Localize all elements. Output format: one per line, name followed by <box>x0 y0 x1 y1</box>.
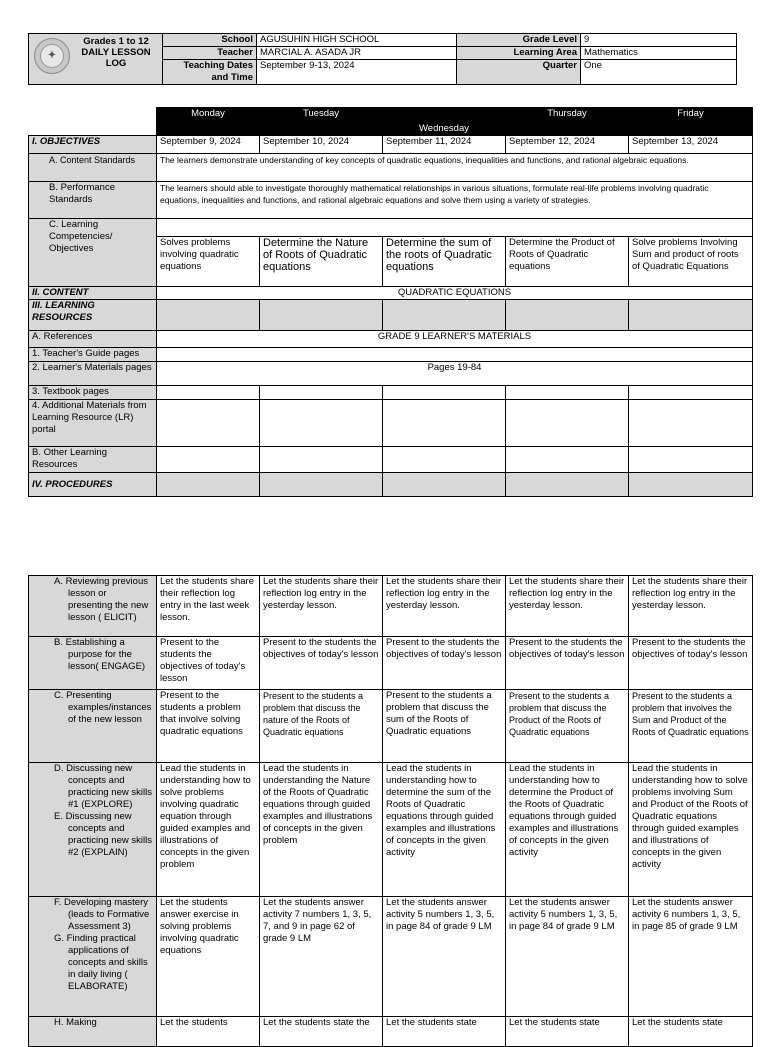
day-thursday: Thursday <box>506 108 629 136</box>
competency-thursday: Determine the Product of Roots of Quadratic equations <box>506 237 629 287</box>
procedures-cell <box>629 473 753 497</box>
procedure-label-text: H. Making <box>54 1017 97 1028</box>
procedure-cell: Let the students share their reflection log entry in the yesterday lesson. <box>629 576 753 637</box>
procedure-cell: Let the students answer activity 7 numbers 1, 3, 5, 7, and 9 in page 62 of grade 9 LM <box>260 897 383 1017</box>
additional-cell <box>383 400 506 447</box>
procedure-label-text: F. Developing mastery (leads to Formative Assessment 3) <box>54 897 150 932</box>
procedures-title: IV. PROCEDURES <box>29 473 157 497</box>
procedure-cell: Let the students share their reflection log entry in the yesterday lesson. <box>506 576 629 637</box>
procedure-label-a <box>29 576 157 637</box>
performance-standards-label: B. Performance Standards <box>29 182 157 219</box>
procedure-cell: Let the students answer activity 6 numbers 1, 3, 5, in page 85 of grade 9 LM <box>629 897 753 1017</box>
learning-area-label: Learning Area <box>457 47 581 60</box>
date-tuesday: September 10, 2024 <box>260 136 383 154</box>
procedures-table <box>28 575 753 1047</box>
procedure-cell: Let the students state <box>383 1017 506 1047</box>
references-value: GRADE 9 LEARNER'S MATERIALS <box>157 331 753 348</box>
day-monday: Monday <box>157 108 260 136</box>
references-label: A. References <box>29 331 157 348</box>
lm-pages-label: 2. Learner's Materials pages <box>29 362 157 386</box>
resources-cell <box>157 300 260 331</box>
tg-pages-value <box>157 348 753 362</box>
resources-cell <box>260 300 383 331</box>
procedures-cell <box>383 473 506 497</box>
procedure-cell: Let the students share their reflection log entry in the last week lesson. <box>157 576 260 637</box>
competencies-label: C. Learning Competencies/ Objectives <box>29 219 157 287</box>
date-thursday: September 12, 2024 <box>506 136 629 154</box>
corner-blank <box>29 108 157 136</box>
competency-friday: Solve problems Involving Sum and product of roots of Quadratic Equations <box>629 237 753 287</box>
quarter-value: One <box>581 60 737 85</box>
procedure-cell: Let the students share their reflection log entry in the yesterday lesson. <box>260 576 383 637</box>
procedure-label-text: G. Finding practical applications of concepts and skills in daily living ( ELABORATE) <box>54 933 148 992</box>
procedure-cell: Present to the students the objectives of today's lesson <box>260 637 383 690</box>
date-friday: September 13, 2024 <box>629 136 753 154</box>
other-cell <box>629 447 753 473</box>
procedure-label-h <box>29 1017 157 1047</box>
procedure-cell: Present to the students the objectives of today's lesson <box>629 637 753 690</box>
content-standards-text: The learners demonstrate understanding of key concepts of quadratic equations, inequalities and functions, and rational algebraic equations. <box>157 154 753 182</box>
quarter-label: Quarter <box>457 60 581 85</box>
procedure-label-b <box>29 637 157 690</box>
additional-cell <box>506 400 629 447</box>
procedures-cell <box>506 473 629 497</box>
procedure-label-text: D. Discussing new concepts and practicing new skills #1 (EXPLORE) <box>54 763 152 810</box>
procedure-cell: Let the students answer activity 5 numbers 1, 3, 5, in page 84 of grade 9 LM <box>506 897 629 1017</box>
procedure-cell: Let the students state the <box>260 1017 383 1047</box>
additional-cell <box>260 400 383 447</box>
learning-area-value: Mathematics <box>581 47 737 60</box>
procedure-cell: Lead the students in understanding how to determine the Product of the Roots of Quadratic equations through guided examples and illustrations of concepts in the given activity <box>506 763 629 897</box>
content-title: II. CONTENT <box>29 287 157 300</box>
competencies-spacer <box>157 219 753 237</box>
procedure-cell: Present to the students a problem that discuss the nature of the Roots of Quadratic equations <box>260 690 383 763</box>
procedure-cell: Present to the students the objectives of today's lesson <box>506 637 629 690</box>
procedure-label-c <box>29 690 157 763</box>
resources-cell <box>506 300 629 331</box>
textbook-cell <box>506 386 629 400</box>
teaching-dates-label: Teaching Dates and Time <box>163 60 257 85</box>
lm-pages-value: Pages 19-84 <box>157 362 753 386</box>
logo-cell <box>29 34 163 85</box>
additional-materials-label: 4. Additional Materials from Learning Resource (LR) portal <box>29 400 157 447</box>
textbook-cell <box>629 386 753 400</box>
additional-cell <box>629 400 753 447</box>
procedure-cell: Lead the students in understanding how to determine the sum of the Roots of Quadratic equations through guided examples and illustrations of concepts in the given activity <box>383 763 506 897</box>
school-label: School <box>163 34 257 47</box>
additional-cell <box>157 400 260 447</box>
procedure-cell: Present to the students a problem that involves the Sum and Product of the Roots of Quadratic equations <box>629 690 753 763</box>
header-table <box>28 33 737 85</box>
procedures-cell <box>260 473 383 497</box>
competency-monday: Solves problems involving quadratic equations <box>157 237 260 287</box>
procedure-cell: Let the students <box>157 1017 260 1047</box>
procedure-label-text: C. Presenting examples/instances of the new lesson <box>54 690 152 725</box>
procedure-label-d-e <box>29 763 157 897</box>
procedure-label-text: B. Establishing a purpose for the lesson( ENGAGE) <box>54 637 146 672</box>
date-wednesday: September 11, 2024 <box>383 136 506 154</box>
other-cell <box>260 447 383 473</box>
textbook-cell <box>157 386 260 400</box>
teacher-label: Teacher <box>163 47 257 60</box>
day-friday: Friday <box>629 108 753 136</box>
grade-level-label: Grade Level <box>457 34 581 47</box>
procedure-cell: Present to the students a problem that discuss the sum of the Roots of Quadratic equations <box>383 690 506 763</box>
procedure-cell: Present to the students the objectives of today's lesson <box>383 637 506 690</box>
teaching-dates-value: September 9-13, 2024 <box>257 60 457 85</box>
procedure-cell: Present to the students a problem that discuss the Product of the Roots of Quadratic equations <box>506 690 629 763</box>
procedure-label-text: E. Discussing new concepts and practicing new skills #2 (EXPLAIN) <box>54 811 152 858</box>
textbook-cell <box>260 386 383 400</box>
content-value: QUADRATIC EQUATIONS <box>157 287 753 300</box>
performance-standards-text: The learners should able to investigate thoroughly mathematical relationships in various situations, formulate real-life problems involving quadratic equations, inequalities and functions, and rational algebraic equations and solve them using a variety of strategies. <box>157 182 753 219</box>
log-title: Grades 1 to 12 DAILY LESSON LOG <box>81 36 151 69</box>
procedure-cell: Present to the students a problem that involve solving quadratic equations <box>157 690 260 763</box>
procedure-label-text: A. Reviewing previous lesson or presenting the new lesson ( ELICIT) <box>54 576 149 623</box>
lesson-log-table <box>28 107 753 497</box>
other-cell <box>506 447 629 473</box>
other-cell <box>383 447 506 473</box>
procedure-label-f-g <box>29 897 157 1017</box>
tg-pages-label: 1. Teacher's Guide pages <box>29 348 157 362</box>
procedure-cell: Let the students state <box>629 1017 753 1047</box>
procedure-cell: Present to the students the objectives of today's lesson <box>157 637 260 690</box>
school-value: AGUSUHIN HIGH SCHOOL <box>257 34 457 47</box>
day-wednesday: Wednesday <box>383 108 506 136</box>
grade-level-value: 9 <box>581 34 737 47</box>
procedure-cell: Let the students answer activity 5 numbers 1, 3, 5, in page 84 of grade 9 LM <box>383 897 506 1017</box>
content-standards-label: A. Content Standards <box>29 154 157 182</box>
other-resources-label: B. Other Learning Resources <box>29 447 157 473</box>
procedure-cell: Let the students share their reflection log entry in the yesterday lesson. <box>383 576 506 637</box>
other-cell <box>157 447 260 473</box>
competency-tuesday: Determine the Nature of Roots of Quadratic equations <box>260 237 383 287</box>
procedure-cell: Lead the students in understanding the Nature of the Roots of Quadratic equations through guided examples and illustrations of concepts in the given problem <box>260 763 383 897</box>
teacher-value: MARCIAL A. ASADA JR <box>257 47 457 60</box>
textbook-pages-label: 3. Textbook pages <box>29 386 157 400</box>
textbook-cell <box>383 386 506 400</box>
objectives-title: I. OBJECTIVES <box>29 136 157 154</box>
day-tuesday: Tuesday <box>260 108 383 136</box>
date-monday: September 9, 2024 <box>157 136 260 154</box>
learning-resources-title: III. LEARNING RESOURCES <box>29 300 157 331</box>
competency-wednesday: Determine the sum of the roots of Quadratic equations <box>383 237 506 287</box>
procedure-cell: Let the students state <box>506 1017 629 1047</box>
procedures-cell <box>157 473 260 497</box>
procedure-cell: Lead the students in understanding how to solve problems involving Sum and Product of the Roots of Quadratic equations through guided examples and illustrations of concepts in the given activity <box>629 763 753 897</box>
procedure-cell: Let the students answer exercise in solving problems involving quadratic equations <box>157 897 260 1017</box>
resources-cell <box>383 300 506 331</box>
deped-seal-icon: ✦ <box>34 38 70 74</box>
resources-cell <box>629 300 753 331</box>
procedure-cell: Lead the students in understanding how to solve problems involving quadratic equation through guided examples and illustrations of concepts in the given problem <box>157 763 260 897</box>
